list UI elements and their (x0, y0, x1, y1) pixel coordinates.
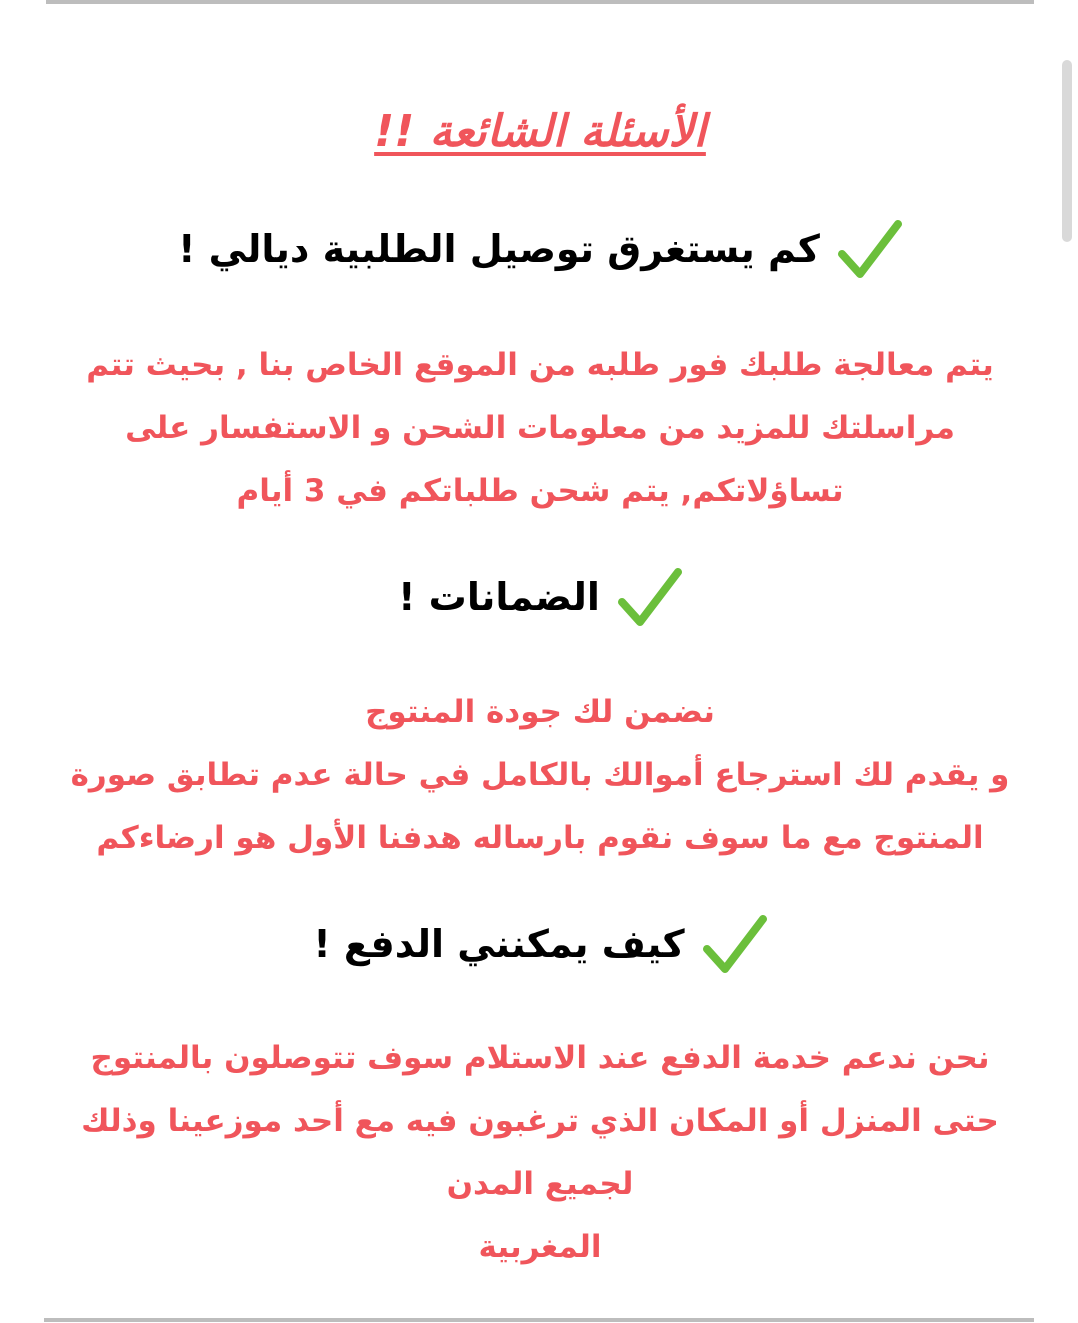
answer-line: المغربية (478, 1229, 602, 1265)
faq-question-text: كم يستغرق توصيل الطلبية ديالي ! (178, 227, 820, 271)
answer-line: يتم معالجة طلبك فور طلبه من الموقع الخاص بنا , بحيث تتم (86, 347, 994, 383)
scrollbar[interactable] (1062, 60, 1072, 242)
answer-line: المنتوج مع ما سوف نقوم بارساله هدفنا الأول هو ارضاءكم (96, 820, 984, 856)
answer-line: لجميع المدن (446, 1166, 634, 1202)
checkmark-icon (838, 218, 902, 280)
faq-answer-guarantees (60, 681, 1020, 870)
faq-question-guarantees (60, 566, 1020, 628)
bottom-divider (44, 1318, 1034, 1322)
faq-question-payment (60, 913, 1020, 975)
checkmark-icon (703, 913, 767, 975)
faq-answer-delivery (60, 334, 1020, 523)
answer-line: نحن ندعم خدمة الدفع عند الاستلام سوف تتوصلون بالمنتوج (90, 1040, 990, 1076)
faq-title: الأسئلة الشائعة !! (374, 106, 706, 157)
faq-answer-payment (60, 1027, 1020, 1279)
faq-question-text: كيف يمكنني الدفع ! (313, 922, 685, 966)
faq-question-delivery (60, 218, 1020, 280)
top-divider (46, 0, 1034, 4)
answer-line: و يقدم لك استرجاع أموالك بالكامل في حالة عدم تطابق صورة (70, 757, 1010, 793)
answer-line: مراسلتك للمزيد من معلومات الشحن و الاستفسار على (125, 410, 955, 446)
answer-line: نضمن لك جودة المنتوج (365, 694, 715, 730)
faq-question-text: الضمانات ! (398, 575, 600, 619)
answer-line: حتى المنزل أو المكان الذي ترغبون فيه مع أحد موزعينا وذلك (81, 1103, 999, 1139)
answer-line: تساؤلاتكم, يتم شحن طلباتكم في 3 أيام (236, 473, 844, 509)
checkmark-icon (618, 566, 682, 628)
